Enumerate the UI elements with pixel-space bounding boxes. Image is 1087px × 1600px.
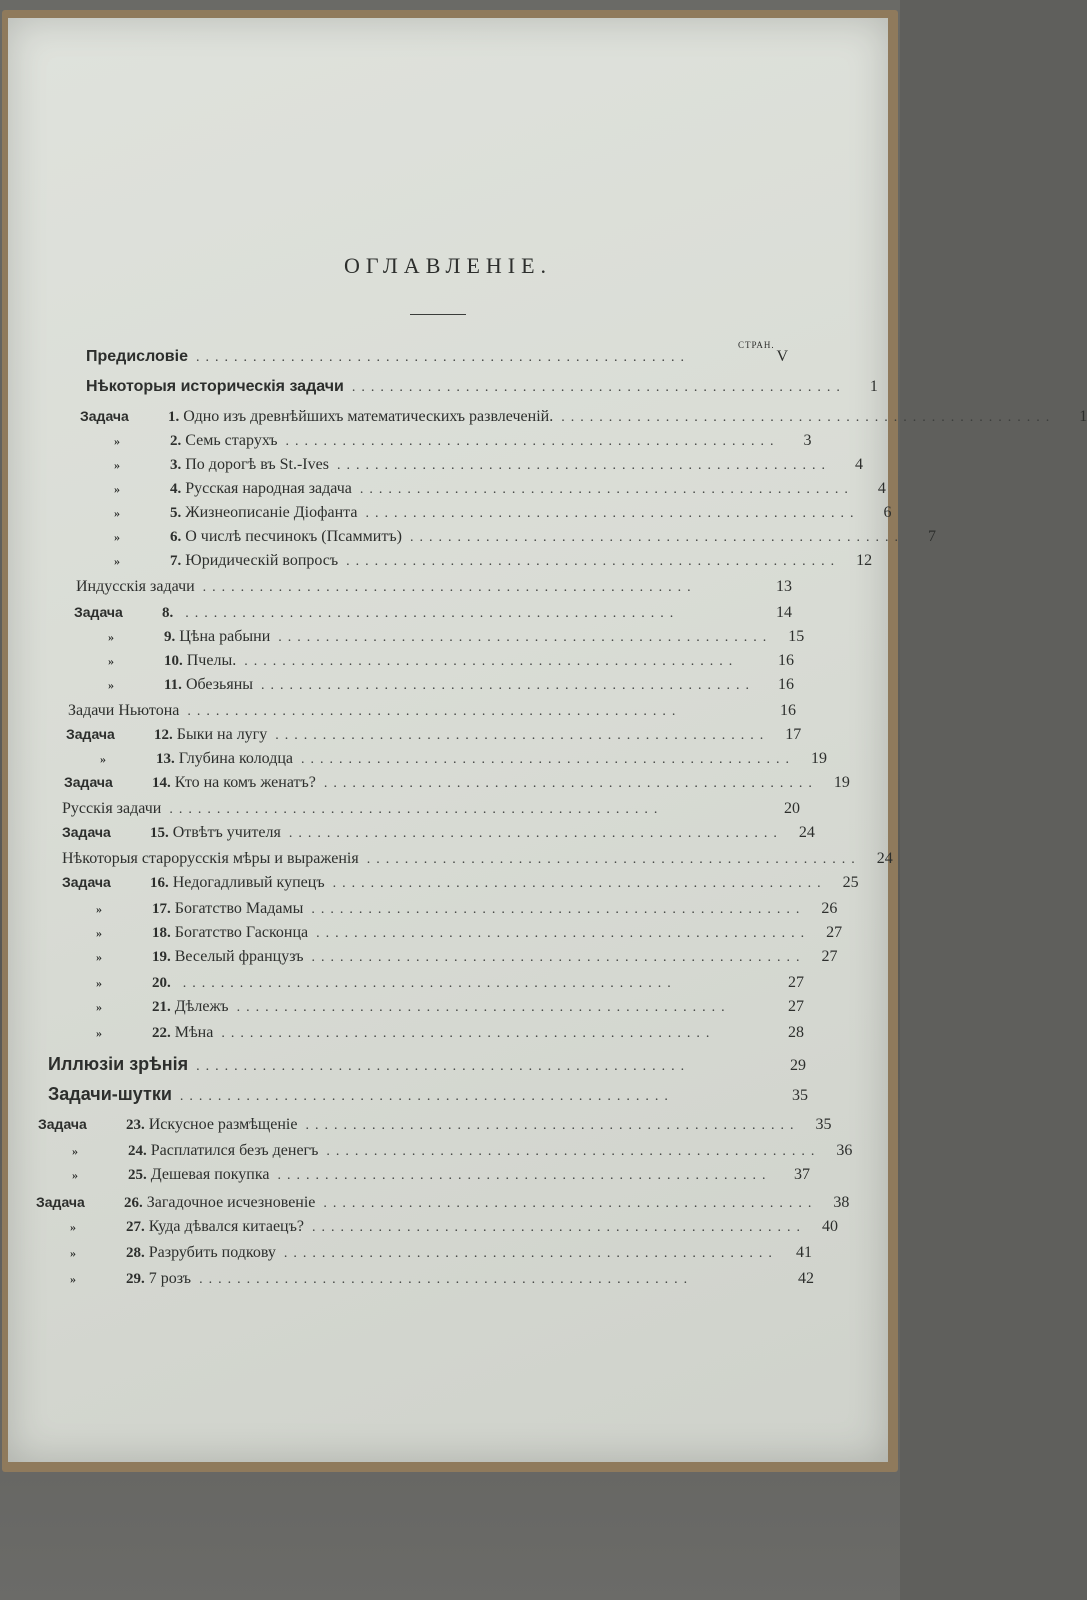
entry-page-number: 16 <box>780 702 796 719</box>
dot-leader: .................................................... <box>346 554 841 569</box>
toc-entry <box>48 1084 808 1108</box>
entry-page-number: 12 <box>856 552 873 569</box>
toc-entry <box>74 604 792 628</box>
table-of-contents <box>8 18 1087 1462</box>
ditto-mark: » <box>114 554 120 568</box>
entry-number: 19. <box>152 949 171 965</box>
entry-title: Кто на комъ женатъ? <box>174 774 316 791</box>
toc-entry <box>36 1194 850 1218</box>
toc-entry <box>62 850 893 874</box>
entry-number: 2. <box>170 433 182 449</box>
page-title: ОГЛАВЛЕНІЕ. <box>343 253 553 278</box>
entry-number: 5. <box>170 505 182 521</box>
entry-title: Задачи Ньютона <box>68 702 180 719</box>
entry-page-number: 17 <box>785 726 802 743</box>
dot-leader: .................................................... <box>196 1059 691 1074</box>
dot-leader: .................................................... <box>561 410 1056 425</box>
entry-title: Одно изъ древнѣйшихъ математическихъ развлеченій. <box>183 408 554 425</box>
entry-title: По дорогѣ въ St.-Ives <box>185 456 329 473</box>
toc-entry <box>80 480 886 504</box>
ditto-mark: » <box>70 1246 76 1260</box>
entry-number: 13. <box>156 751 175 767</box>
dot-leader: .................................................... <box>301 752 796 767</box>
entry-title: Глубина колодца <box>178 750 294 767</box>
entry-title: Юридическій вопросъ <box>185 552 339 569</box>
entry-prefix: Задача <box>36 1194 85 1210</box>
entry-page-number: 36 <box>836 1142 853 1159</box>
entry-number: 28. <box>126 1245 145 1261</box>
ditto-mark: » <box>114 506 120 520</box>
entry-title: Быки на лугу <box>176 726 268 743</box>
dot-leader: .................................................... <box>283 1246 778 1261</box>
toc-entry <box>74 628 805 652</box>
entry-page-number: 7 <box>927 528 936 545</box>
entry-title: Иллюзіи зрѣнія <box>48 1054 189 1074</box>
entry-title: О числѣ песчинокъ (Псаммитъ) <box>185 528 402 545</box>
entry-number: 26. <box>124 1195 143 1211</box>
ditto-mark: » <box>96 950 102 964</box>
entry-title: Загадочное исчезновеніе <box>146 1194 316 1211</box>
entry-title: Задачи-шутки <box>48 1084 172 1104</box>
toc-entry <box>36 1244 812 1268</box>
ditto-mark: » <box>72 1144 78 1158</box>
ditto-mark: » <box>114 434 120 448</box>
dot-leader: .................................................... <box>366 852 861 867</box>
toc-entry <box>62 800 800 824</box>
toc-entry <box>36 1270 814 1294</box>
entry-number: 10. <box>164 653 183 669</box>
entry-title: Нѣкоторыя историческія задачи <box>86 378 344 395</box>
entry-prefix: Задача <box>62 824 111 840</box>
entry-number: 21. <box>152 999 171 1015</box>
toc-entry <box>62 900 838 924</box>
entry-number: 14. <box>152 775 171 791</box>
entry-title: Расплатился безъ денегъ <box>150 1142 319 1159</box>
entry-page-number: 24 <box>876 850 893 867</box>
toc-entry <box>86 378 878 402</box>
dot-leader: .................................................... <box>244 654 739 669</box>
toc-entry <box>38 1166 810 1190</box>
ditto-mark: » <box>108 630 114 644</box>
ditto-mark: » <box>114 458 120 472</box>
toc-entry <box>36 1218 838 1242</box>
toc-entry <box>62 824 815 848</box>
ditto-mark: » <box>100 752 106 766</box>
ditto-mark: » <box>96 1026 102 1040</box>
entry-page-number: 19 <box>811 750 828 767</box>
ditto-mark: » <box>70 1272 76 1286</box>
entry-title: Недогадливый купецъ <box>172 874 325 891</box>
entry-prefix: Задача <box>74 604 123 620</box>
dot-leader: .................................................... <box>323 776 818 791</box>
entry-prefix: Задача <box>62 874 111 890</box>
entry-number: 8. <box>162 605 174 621</box>
toc-entry <box>74 676 794 700</box>
dot-leader: .................................................... <box>316 926 811 941</box>
entry-page-number: 26 <box>821 900 838 917</box>
entry-page-number: 14 <box>776 604 792 621</box>
toc-entry <box>74 652 794 676</box>
entry-number: 6. <box>170 529 182 545</box>
entry-prefix: Задача <box>64 774 113 790</box>
dot-leader: .................................................... <box>336 458 831 473</box>
entry-page-number: 35 <box>815 1116 832 1133</box>
dot-leader: .................................................... <box>221 1026 716 1041</box>
book-page <box>8 18 1087 1462</box>
entry-page-number: 38 <box>833 1194 850 1211</box>
entry-title: Отвѣтъ учителя <box>172 824 281 841</box>
entry-page-number: 27 <box>826 924 843 941</box>
toc-entry <box>86 348 788 372</box>
dot-leader: .................................................... <box>305 1118 800 1133</box>
entry-page-number: 27 <box>788 998 804 1015</box>
dot-leader: .................................................... <box>187 704 682 719</box>
entry-page-number: 20 <box>784 800 800 817</box>
entry-title: Куда дѣвался китаецъ? <box>148 1218 304 1235</box>
dot-leader: .................................................... <box>169 802 664 817</box>
dot-leader: .................................................... <box>323 1196 818 1211</box>
dot-leader: .................................................... <box>199 1272 694 1287</box>
toc-entry <box>80 552 873 576</box>
toc-entry <box>38 1116 832 1140</box>
entry-number: 24. <box>128 1143 147 1159</box>
toc-entry <box>62 1024 804 1048</box>
entry-page-number: 37 <box>794 1166 810 1183</box>
entry-title: Предисловіе <box>86 348 188 365</box>
entry-title: Богатство Гасконца <box>174 924 309 941</box>
entry-page-number: V <box>776 348 788 365</box>
toc-entry <box>80 408 1087 432</box>
entry-prefix: Задача <box>38 1116 87 1132</box>
entry-number: 20. <box>152 975 171 991</box>
entry-prefix: Задача <box>66 726 115 742</box>
ditto-mark: » <box>96 926 102 940</box>
entry-page-number: 13 <box>776 578 792 595</box>
entry-title: Семь старухъ <box>185 432 278 449</box>
entry-page-number: 16 <box>778 652 794 669</box>
entry-number: 22. <box>152 1025 171 1041</box>
toc-entry <box>62 948 838 972</box>
entry-title: Индусскія задачи <box>76 578 195 595</box>
entry-number: 3. <box>170 457 182 473</box>
toc-entry <box>38 1142 853 1166</box>
ditto-mark: » <box>96 902 102 916</box>
ditto-mark: » <box>96 976 102 990</box>
entry-title: Русскія задачи <box>62 800 162 817</box>
dot-leader: .................................................... <box>195 350 690 365</box>
dot-leader: .................................................... <box>185 606 680 621</box>
entry-page-number: 19 <box>833 774 850 791</box>
entry-number: 4. <box>170 481 182 497</box>
entry-title: Обезьяны <box>185 676 254 693</box>
entry-number: 12. <box>154 727 173 743</box>
entry-title: Русская народная задача <box>185 480 352 497</box>
entry-page-number: 24 <box>798 824 815 841</box>
toc-entry <box>62 998 804 1022</box>
entry-number: 7. <box>170 553 182 569</box>
toc-entry <box>76 578 792 602</box>
entry-page-number: 42 <box>798 1270 814 1287</box>
entry-number: 15. <box>150 825 169 841</box>
entry-number: 29. <box>126 1271 145 1287</box>
dot-leader: .................................................... <box>202 580 697 595</box>
toc-entry <box>62 874 859 898</box>
page-column-header: СТРАН. <box>738 340 775 350</box>
dot-leader: .................................................... <box>351 380 846 395</box>
entry-number: 16. <box>150 875 169 891</box>
ditto-mark: » <box>108 654 114 668</box>
dot-leader: .................................................... <box>182 976 677 991</box>
toc-entry <box>80 456 863 480</box>
entry-title: Искусное размѣщеніе <box>148 1116 298 1133</box>
dot-leader: .................................................... <box>409 530 904 545</box>
entry-page-number: 4 <box>854 456 863 473</box>
entry-page-number: 25 <box>842 874 859 891</box>
dot-leader: .................................................... <box>261 678 756 693</box>
dot-leader: .................................................... <box>278 630 773 645</box>
entry-page-number: 1 <box>869 378 878 395</box>
entry-title: Веселый французъ <box>174 948 304 965</box>
entry-title: Нѣкоторыя старорусскія мѣры и выраженія <box>62 850 359 867</box>
toc-entry <box>68 702 796 726</box>
entry-number: 27. <box>126 1219 145 1235</box>
entry-page-number: 27 <box>821 948 838 965</box>
entry-prefix: Задача <box>80 408 129 424</box>
dot-leader: .................................................... <box>311 1220 806 1235</box>
entry-title: Мѣна <box>174 1024 214 1041</box>
entry-page-number: 40 <box>821 1218 838 1235</box>
entry-number: 11. <box>164 677 182 693</box>
entry-title: Цѣна рабыни <box>179 628 271 645</box>
toc-entry <box>48 1054 806 1078</box>
toc-entry <box>64 774 850 798</box>
entry-number: 9. <box>164 629 176 645</box>
dot-leader: .................................................... <box>275 728 770 743</box>
entry-page-number: 6 <box>883 504 892 521</box>
dot-leader: .................................................... <box>277 1168 772 1183</box>
dot-leader: .................................................... <box>236 1000 731 1015</box>
entry-page-number: 16 <box>778 676 794 693</box>
entry-title: Пчелы. <box>186 652 237 669</box>
dot-leader: .................................................... <box>311 902 806 917</box>
dot-leader: .................................................... <box>288 826 783 841</box>
dot-leader: .................................................... <box>326 1144 821 1159</box>
toc-entry <box>62 924 843 948</box>
entry-title: Жизнеописаніе Діофанта <box>185 504 358 521</box>
toc-entry <box>80 528 936 552</box>
ditto-mark: » <box>114 530 120 544</box>
entry-page-number: 27 <box>788 974 804 991</box>
entry-number: 25. <box>128 1167 147 1183</box>
entry-title: Дѣлежъ <box>174 998 229 1015</box>
entry-number: 23. <box>126 1117 145 1133</box>
toc-entry <box>80 432 812 456</box>
dot-leader: .................................................... <box>311 950 806 965</box>
toc-entry <box>66 750 828 774</box>
dot-leader: .................................................... <box>179 1089 674 1104</box>
ditto-mark: » <box>70 1220 76 1234</box>
toc-entry <box>80 504 892 528</box>
entry-page-number: 29 <box>790 1057 806 1074</box>
ditto-mark: » <box>96 1000 102 1014</box>
entry-title: Разрубить подкову <box>148 1244 276 1261</box>
entry-number: 18. <box>152 925 171 941</box>
dot-leader: .................................................... <box>332 876 827 891</box>
entry-title: Богатство Мадамы <box>174 900 304 917</box>
toc-entry <box>62 974 804 998</box>
entry-page-number: 28 <box>788 1024 804 1041</box>
dot-leader: .................................................... <box>285 434 780 449</box>
ditto-mark: » <box>108 678 114 692</box>
entry-number: 17. <box>152 901 171 917</box>
ditto-mark: » <box>114 482 120 496</box>
ditto-mark: » <box>72 1168 78 1182</box>
dot-leader: .................................................... <box>365 506 860 521</box>
entry-page-number: 1 <box>1079 408 1087 425</box>
entry-title: Дешевая покупка <box>150 1166 270 1183</box>
dot-leader: .................................................... <box>359 482 854 497</box>
entry-number: 1. <box>168 409 180 425</box>
entry-page-number: 35 <box>792 1087 808 1104</box>
toc-entry <box>66 726 802 750</box>
entry-page-number: 4 <box>877 480 886 497</box>
entry-title: 7 розъ <box>148 1270 192 1287</box>
entry-page-number: 3 <box>803 432 812 449</box>
entry-page-number: 15 <box>788 628 805 645</box>
entry-page-number: 41 <box>796 1244 812 1261</box>
